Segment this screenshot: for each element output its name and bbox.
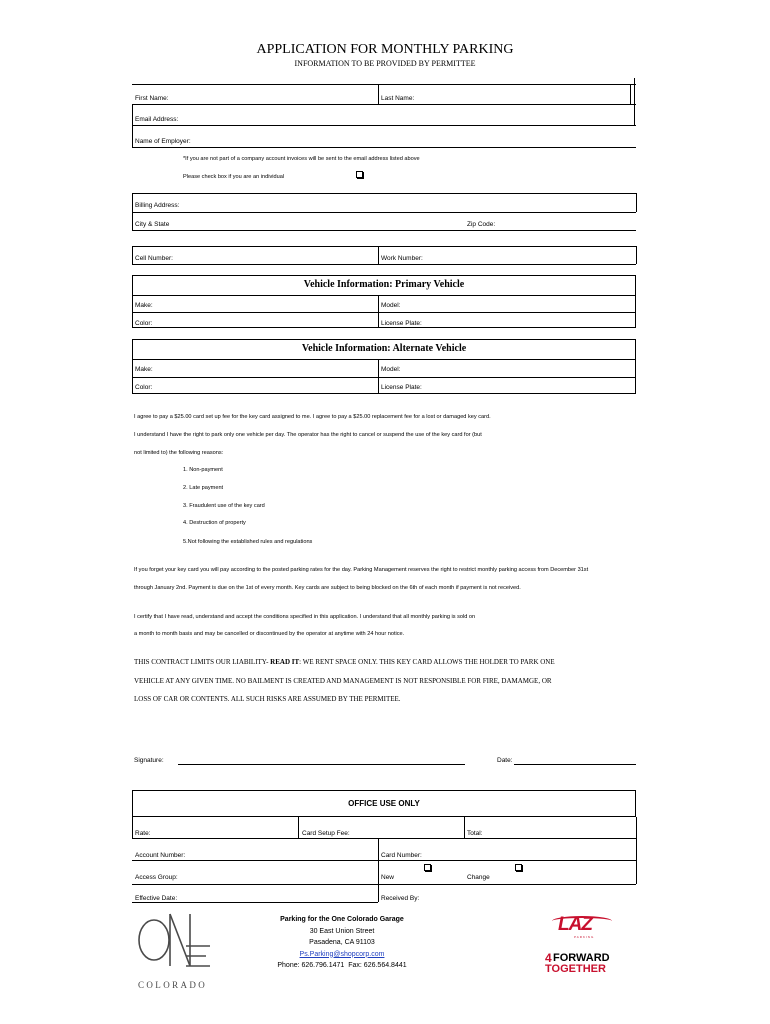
reason-item: 2. Late payment	[183, 485, 224, 491]
cell-label: Cell Number:	[135, 255, 173, 262]
certify-text-2: a month to month basis and may be cancelled or discontinued by the operator at anytime with 24 hour notice.	[134, 631, 405, 637]
one-colorado-logo	[134, 906, 218, 976]
laz-logo	[552, 908, 614, 938]
new-label: New	[381, 874, 395, 881]
row-line	[132, 84, 636, 85]
rate-label: Rate:	[135, 830, 151, 837]
employer-label: Name of Employer:	[135, 138, 191, 145]
rights-text-1: I understand I have the right to park only one vehicle per day. The operator has the right to cancel or suspend the use of the key card for (but	[134, 432, 482, 438]
date-line[interactable]	[514, 764, 636, 765]
row-line	[132, 902, 378, 903]
col-line	[132, 817, 133, 838]
footer-org: Parking for the One Colorado Garage	[280, 916, 404, 923]
signature-label: Signature:	[134, 757, 164, 764]
last-name-label: Last Name:	[381, 95, 415, 102]
col-line	[464, 817, 465, 838]
zip-label: Zip Code:	[467, 221, 496, 228]
footer-address	[262, 914, 422, 972]
page-title: APPLICATION FOR MONTHLY PARKING	[256, 42, 514, 57]
logo-colorado-word: COLORADO	[138, 980, 208, 990]
row-line	[132, 860, 636, 861]
setup-fee-label: Card Setup Fee:	[302, 830, 350, 837]
forward-together-logo	[545, 951, 635, 981]
phone-value: 626.796.1471	[301, 962, 345, 969]
individual-label: Please check box if you are an individual	[183, 174, 285, 180]
fax-label: Fax:	[348, 962, 362, 969]
change-checkbox[interactable]	[515, 864, 522, 871]
total-label: Total:	[467, 830, 483, 837]
change-label: Change	[467, 874, 490, 881]
fax-value: 626.564.8441	[363, 962, 407, 969]
primary-model-label: Model:	[381, 302, 401, 309]
card-number-label: Card Number:	[381, 852, 422, 859]
liability-line-2: VEHICLE AT ANY GIVEN TIME. NO BAILMENT IS CREATED AND MANAGEMENT IS NOT RESPONSIBLE FOR FIRE, DAMAMGE, OR	[134, 677, 552, 685]
col-line	[298, 817, 299, 838]
col-line	[132, 246, 133, 264]
laz-wordmark: LAZ	[558, 914, 592, 935]
signature-line[interactable]	[178, 764, 465, 765]
row-line	[132, 359, 636, 360]
col-line	[132, 193, 133, 230]
row-line	[132, 246, 636, 247]
row-line	[132, 125, 636, 126]
forget-text-1: If you forget your key card you will pay according to the posted parking rates for the day. Parking Management reserves the right to restrict monthly parking access from December 31st	[134, 567, 589, 573]
row-line	[132, 884, 636, 885]
alternate-vehicle-title: Vehicle Information: Alternate Vehicle	[301, 343, 467, 354]
row-line	[132, 295, 636, 296]
email-label: Email Address:	[135, 116, 179, 123]
forget-text-wrap	[134, 567, 636, 576]
col-line	[636, 193, 637, 212]
reason-item: 1. Non-payment	[183, 467, 223, 473]
forward-number: 4	[545, 951, 552, 965]
col-line	[378, 246, 379, 264]
reason-item: 5.Not following the established rules and regulations	[183, 539, 313, 545]
col-line	[378, 838, 379, 902]
footer-contact	[262, 960, 422, 972]
alternate-color-label: Color:	[135, 384, 153, 391]
logo-o-shape	[139, 920, 169, 960]
row-line	[132, 377, 636, 378]
col-line	[634, 78, 635, 126]
individual-checkbox[interactable]	[356, 171, 363, 178]
phone-label: Phone:	[277, 962, 300, 969]
col-line	[636, 838, 637, 884]
liability-post: : WE RENT SPACE ONLY. THIS KEY CARD ALLOWS THE HOLDER TO PARK ONE	[299, 658, 555, 666]
row-line	[132, 264, 636, 265]
laz-subtext: PARKING	[574, 935, 595, 939]
logo-n-diag	[170, 914, 190, 966]
row-line	[132, 147, 636, 148]
col-line	[636, 246, 637, 264]
office-use-title: OFFICE USE ONLY	[348, 799, 420, 808]
reason-item: 4. Destruction of property	[183, 520, 246, 526]
col-line	[378, 359, 379, 394]
primary-color-label: Color:	[135, 320, 153, 327]
billing-label: Billing Address:	[135, 202, 180, 209]
footer-street: 30 East Union Street	[309, 927, 375, 935]
primary-plate-label: License Plate:	[381, 320, 422, 327]
col-line	[378, 84, 379, 104]
footer-email-link[interactable]: Ps.Parking@shopcorp.com	[299, 950, 385, 958]
liability-pre: THIS CONTRACT LIMITS OUR LIABILITY-	[134, 658, 271, 666]
date-label: Date:	[497, 757, 513, 764]
liability-read-it: READ IT	[270, 658, 300, 666]
page-subtitle: INFORMATION TO BE PROVIDED BY PERMITTEE	[294, 59, 476, 68]
primary-make-label: Make:	[135, 302, 153, 309]
forget-text-2: through January 2nd. Payment is due on the 1st of every month. Key cards are subject to being blocked on the 6th of each month if payment is not received.	[134, 585, 521, 591]
certify-text-1: I certify that I have read, understand and accept the conditions specified in this application. I understand that all monthly parking is sold on	[134, 614, 476, 620]
alternate-make-label: Make:	[135, 366, 153, 373]
fee-text: I agree to pay a $25.00 card set up fee for the key card assigned to me. I agree to pay a $25.00 replacement fee for a lost or damaged key card.	[134, 414, 491, 420]
access-group-label: Access Group:	[135, 874, 178, 881]
primary-vehicle-title: Vehicle Information: Primary Vehicle	[303, 279, 465, 290]
col-line	[378, 295, 379, 328]
received-by-label: Received By:	[381, 895, 420, 902]
account-number-label: Account Number:	[135, 852, 186, 859]
rights-text-2: not limited to) the following reasons:	[134, 450, 224, 456]
together-word: TOGETHER	[545, 963, 606, 975]
forward-word: FORWARD	[553, 952, 610, 964]
row-line	[132, 212, 636, 213]
new-checkbox[interactable]	[424, 864, 431, 871]
footer-city: Pasadena, CA 91103	[309, 939, 375, 946]
work-label: Work Number:	[381, 255, 423, 262]
alternate-model-label: Model:	[381, 366, 401, 373]
row-line	[132, 104, 636, 105]
reason-item: 3. Fraudulent use of the key card	[183, 503, 265, 509]
liability-line-1	[134, 658, 555, 666]
row-line	[132, 838, 636, 839]
effective-date-label: Effective Date:	[135, 895, 178, 902]
col-line	[132, 104, 133, 147]
alternate-plate-label: License Plate:	[381, 384, 422, 391]
liability-line-3: LOSS OF CAR OR CONTENTS. ALL SUCH RISKS ARE ASSUMED BY THE PERMITEE.	[134, 695, 401, 703]
row-line	[132, 312, 636, 313]
row-line	[132, 230, 636, 231]
city-state-label: City & State	[135, 221, 170, 228]
invoice-note: *If you are not part of a company account invoices will be sent to the email address listed above	[183, 156, 420, 162]
col-line	[636, 817, 637, 838]
row-line	[132, 193, 636, 194]
col-line	[630, 84, 631, 104]
first-name-label: First Name:	[135, 95, 169, 102]
